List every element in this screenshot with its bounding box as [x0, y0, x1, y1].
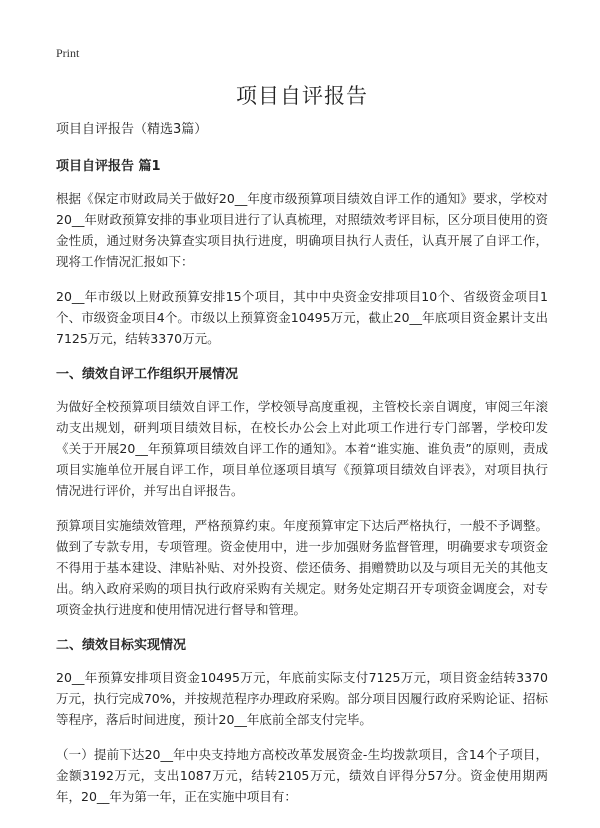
- paragraph: 根据《保定市财政局关于做好20__年度市级预算项目绩效自评工作的通知》要求，学校对20__年财政预算安排的事业项目进行了认真梳理，对照绩效考评目标，区分项目使用的资金性质，通过财务决算查实项目执行进度，明确项目执行人责任，认真开展了自评工作，现将工作情况汇报如下：: [56, 191, 548, 269]
- document-subtitle: 项目自评报告（精选3篇）: [56, 122, 208, 137]
- paragraph: 20__年预算安排项目资金10495万元，年底前实际支付7125万元，项目资金结转3370万元，执行完成70%，并按规范程序办理政府采购。部分项目因履行政府采购论证、招标等程序，落后时间进度，预计20__年底前全部支付完毕。: [56, 670, 548, 727]
- paragraph: 为做好全校预算项目绩效自评工作，学校领导高度重视，主管校长亲自调度，审阅三年滚动支出规划，研判项目绩效目标，在校长办公会上对此项工作进行专门部署，学校印发《关于开展20__年预算项目绩效自评工作的通知》。本着“谁实施、谁负责”的原则，责成项目实施单位开展自评工作，项目单位逐项目填写《预算项目绩效自评表》，对项目执行情况进行评价，并写出自评报告。: [56, 399, 548, 498]
- paragraph: 预算项目实施绩效管理，严格预算约束。年度预算审定下达后严格执行，一般不予调整。做到了专款专用，专项管理。资金使用中，进一步加强财务监督管理，明确要求专项资金不得用于基本建设、津贴补贴、对外投资、偿还债务、捐赠赞助以及与项目无关的其他支出。纳入政府采购的项目执行政府采购有关规定。财务处定期召开专项资金调度会，对专项资金执行进度和使用情况进行督导和管理。: [56, 518, 548, 617]
- paragraph: 20__年市级以上财政预算安排15个项目，其中中央资金安排项目10个、省级资金项目1个、市级资金项目4个。市级以上预算资金10495万元，截止20__年底项目资金累计支出7125万元，结转3370万元。: [56, 289, 548, 346]
- print-link[interactable]: Print: [56, 46, 80, 60]
- section-heading: 一、绩效自评工作组织开展情况: [56, 367, 239, 382]
- paragraph: （一）提前下达20__年中央支持地方高校改革发展资金-生均拨款项目，含14个子项目，金额3192万元，支出1087万元，结转2105万元，绩效自评得分57分。资金使用期两年，20__年为第一年，正在实施中项目有：: [56, 747, 548, 804]
- document-body: [56, 76, 548, 821]
- page-title: 项目自评报告: [236, 84, 368, 108]
- section-heading: 二、绩效目标实现情况: [56, 638, 187, 653]
- article-heading: 项目自评报告 篇1: [56, 159, 161, 174]
